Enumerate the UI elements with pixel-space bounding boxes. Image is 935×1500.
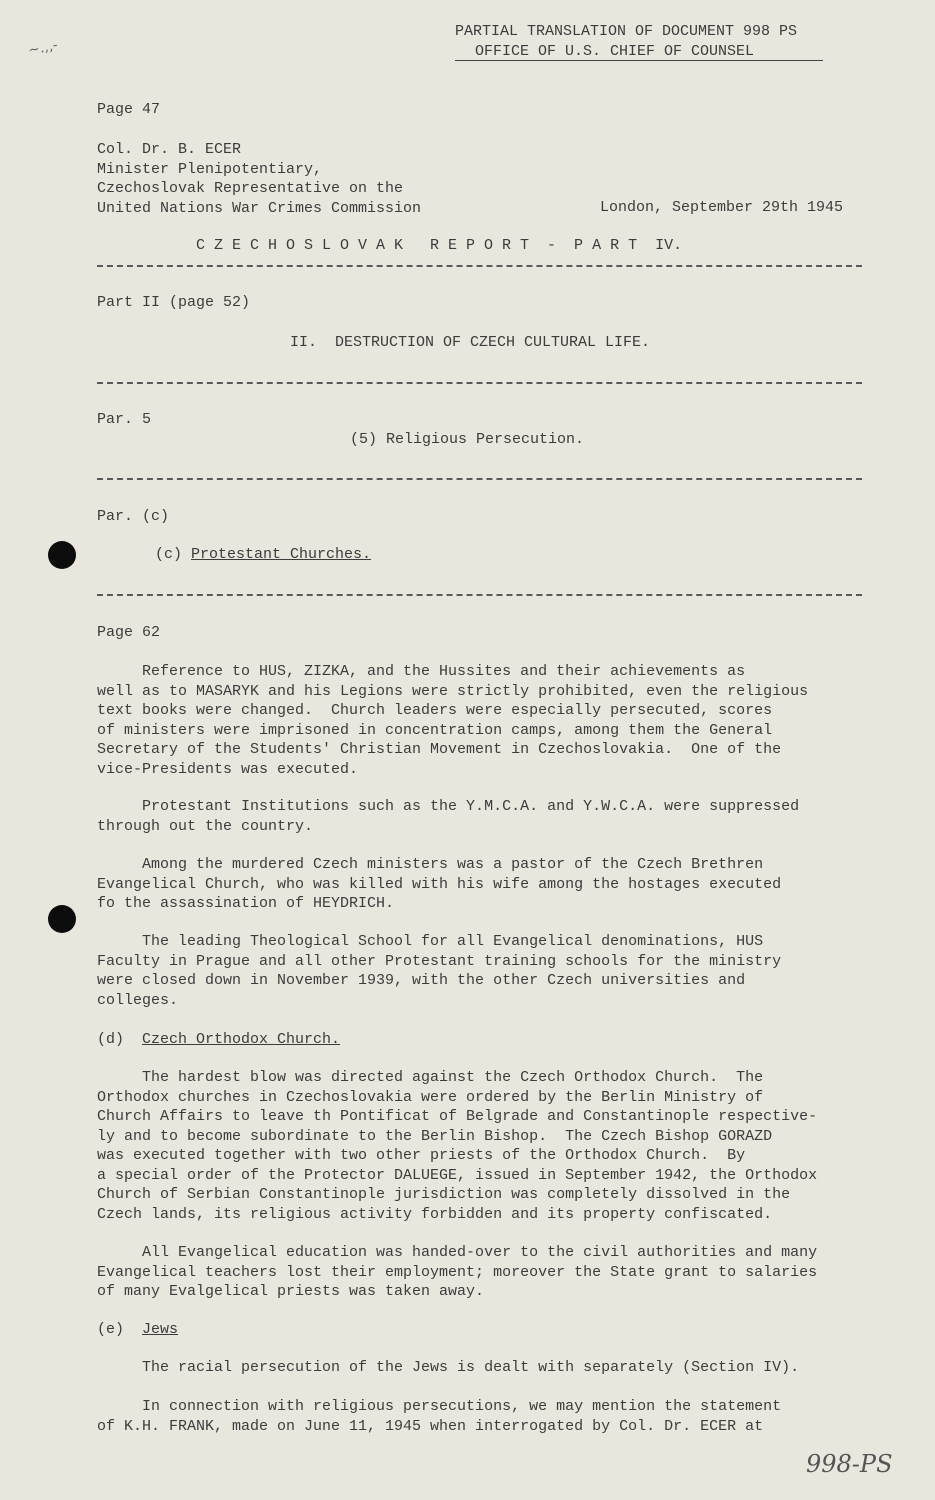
page-label-47: Page 47 bbox=[97, 101, 161, 118]
text-line: In connection with religious persecutions, we may mention the statement bbox=[97, 1398, 782, 1415]
sender-line-3: Czechoslovak Representative on the bbox=[97, 180, 404, 197]
text-line: Orthodox churches in Czechoslovakia were ordered by the Berlin Ministry of bbox=[97, 1088, 764, 1106]
subsection-c-heading bbox=[155, 545, 371, 565]
text-line: of ministers were imprisoned in concentration camps, among them the General bbox=[97, 721, 773, 739]
dateline: London, September 29th 1945 bbox=[600, 199, 844, 216]
text-line: All Evangelical education was handed-over to the civil authorities and many bbox=[97, 1244, 818, 1261]
text-line: Among the murdered Czech ministers was a pastor of the Czech Brethren bbox=[97, 856, 764, 873]
corner-pencil-mark: ~.,,- bbox=[26, 37, 60, 59]
text-line: Church Affairs to leave th Pontificat of Belgrade and Constantinople respective- bbox=[97, 1108, 818, 1125]
paragraph-8 bbox=[97, 1397, 781, 1436]
subsection-d-heading bbox=[97, 1030, 340, 1050]
sender-line-2: Minister Plenipotentiary, bbox=[97, 160, 323, 178]
subsection-title-5: (5) Religious Persecution. bbox=[350, 431, 585, 448]
paragraph-reference-c: Par. (c) bbox=[97, 508, 170, 525]
handwritten-document-number: 998-PS bbox=[806, 1450, 893, 1478]
paragraph-5 bbox=[97, 1068, 817, 1224]
dashed-divider bbox=[97, 594, 862, 596]
text-line: Reference to HUS, ZIZKA, and the Hussites and their achievements as bbox=[97, 663, 746, 680]
text-line: The leading Theological School for all Evangelical denominations, HUS bbox=[97, 933, 764, 950]
paragraph-7 bbox=[97, 1358, 799, 1378]
subsection-c-title: Protestant Churches. bbox=[191, 546, 372, 563]
paragraph-reference-5: Par. 5 bbox=[97, 411, 152, 428]
paragraph-2 bbox=[97, 797, 799, 836]
text-line: were closed down in November 1939, with the other Czech universities and bbox=[97, 972, 746, 989]
text-line: The racial persecution of the Jews is dealt with separately (Section IV). bbox=[97, 1359, 800, 1376]
text-line: well as to MASARYK and his Legions were strictly prohibited, even the religious bbox=[97, 682, 809, 700]
text-line: Faculty in Prague and all other Protestant training schools for the ministry bbox=[97, 952, 782, 970]
dashed-divider bbox=[97, 382, 862, 384]
text-line: Evangelical teachers lost their employment; moreover the State grant to salaries bbox=[97, 1263, 818, 1281]
header-line-2: OFFICE OF U.S. CHIEF OF COUNSEL bbox=[475, 42, 755, 60]
text-line: fo the assassination of HEYDRICH. bbox=[97, 895, 395, 912]
text-line: of K.H. FRANK, made on June 11, 1945 when interrogated by Col. Dr. ECER at bbox=[97, 1417, 764, 1435]
text-line: ly and to become subordinate to the Berlin Bishop. The Czech Bishop GORAZD bbox=[97, 1127, 773, 1145]
subsection-e-title: Jews bbox=[142, 1321, 179, 1338]
part-reference: Part II (page 52) bbox=[97, 294, 251, 311]
text-line: Czech lands, its religious activity forbidden and its property confiscated. bbox=[97, 1205, 773, 1223]
punch-hole bbox=[48, 541, 76, 569]
text-line: vice-Presidents was executed. bbox=[97, 760, 359, 778]
paragraph-3 bbox=[97, 855, 781, 914]
punch-hole bbox=[48, 905, 76, 933]
paragraph-6 bbox=[97, 1243, 817, 1302]
text-line: The hardest blow was directed against the Czech Orthodox Church. The bbox=[97, 1069, 764, 1086]
paragraph-1 bbox=[97, 662, 808, 779]
paragraph-4 bbox=[97, 932, 781, 1010]
header-underline bbox=[455, 60, 823, 61]
dashed-divider bbox=[97, 478, 862, 480]
text-line: Protestant Institutions such as the Y.M.C.A. and Y.W.C.A. were suppressed bbox=[97, 798, 800, 815]
text-line: a special order of the Protector DALUEGE, issued in September 1942, the Orthodox bbox=[97, 1166, 818, 1184]
page-label-62: Page 62 bbox=[97, 624, 161, 641]
sender-block bbox=[97, 140, 421, 218]
report-title: C Z E C H O S L O V A K R E P O R T - P A R T IV. bbox=[196, 237, 683, 254]
section-title: II. DESTRUCTION OF CZECH CULTURAL LIFE. bbox=[290, 334, 651, 351]
text-line: Secretary of the Students' Christian Movement in Czechoslovakia. One of the bbox=[97, 741, 782, 758]
dashed-divider bbox=[97, 265, 862, 267]
text-line: text books were changed. Church leaders were especially persecuted, scores bbox=[97, 702, 773, 719]
text-line: of many Evalgelical priests was taken away. bbox=[97, 1283, 485, 1300]
subsection-d-title: Czech Orthodox Church. bbox=[142, 1031, 341, 1048]
subsection-e-marker: (e) bbox=[97, 1321, 125, 1338]
text-line: was executed together with two other priests of the Orthodox Church. By bbox=[97, 1147, 746, 1164]
sender-line-1: Col. Dr. B. ECER bbox=[97, 141, 242, 158]
subsection-e-heading bbox=[97, 1320, 178, 1340]
text-line: Evangelical Church, who was killed with his wife among the hostages executed bbox=[97, 875, 782, 893]
subsection-c-marker: (c) bbox=[155, 546, 183, 563]
sender-line-4: United Nations War Crimes Commission bbox=[97, 199, 422, 217]
header-line-1: PARTIAL TRANSLATION OF DOCUMENT 998 PS bbox=[455, 23, 798, 40]
text-line: through out the country. bbox=[97, 817, 314, 835]
translation-header bbox=[455, 22, 797, 61]
text-line: Church of Serbian Constantinople jurisdiction was completely dissolved in the bbox=[97, 1186, 791, 1203]
subsection-d-marker: (d) bbox=[97, 1031, 125, 1048]
text-line: colleges. bbox=[97, 991, 179, 1009]
